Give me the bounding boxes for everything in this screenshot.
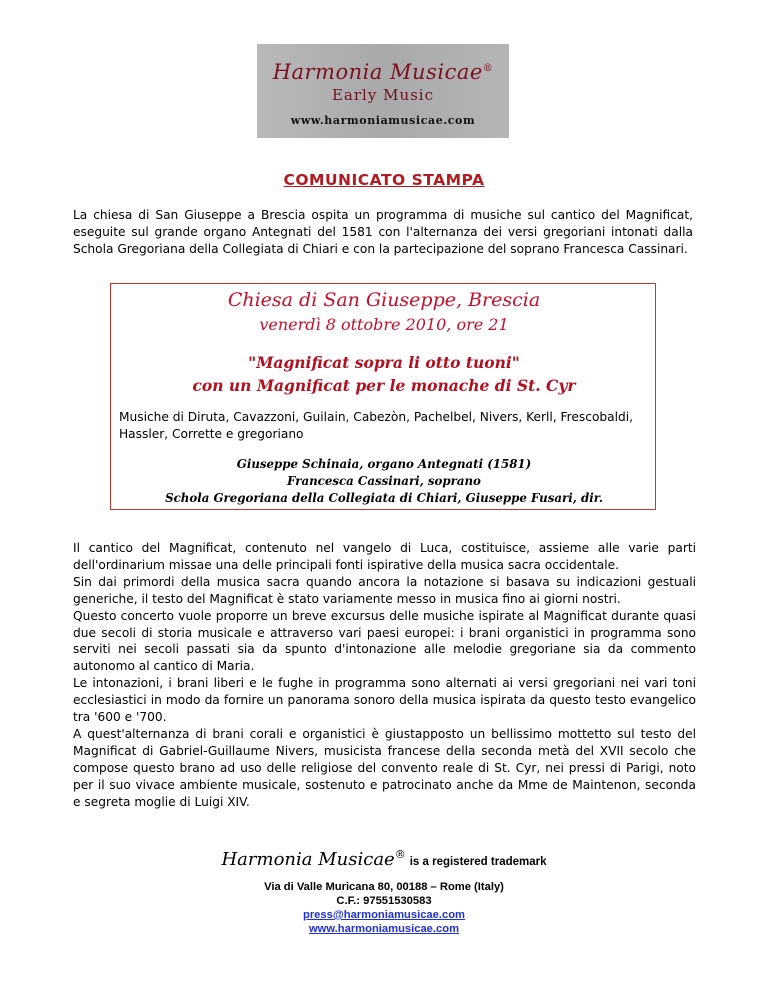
body-paragraph: Le intonazioni, i brani liberi e le fughe in programma sono alternati ai versi gregoriani nei vari toni ecclesiastici in modo da fornire un panorama sonoro della musica ispirata da questo testo evangelico tra '600 e '700. — [73, 676, 696, 725]
performer-choir: Schola Gregoriana della Collegiata di Chiari, Giuseppe Fusari, dir. — [165, 491, 603, 505]
logo-registered-mark: ® — [482, 63, 494, 74]
logo-subtitle: Early Music — [331, 86, 435, 104]
event-date: venerdì 8 ottobre 2010, ore 21 — [259, 315, 509, 334]
footer-registered-mark: ® — [394, 848, 406, 861]
logo-url: www.harmoniamusicae.com — [290, 114, 476, 127]
body-paragraph: Questo concerto vuole proporre un breve excursus delle musiche ispirate al Magnificat durante quasi due secoli di storia musicale e attraverso vari paesi europei: i brani organistici in programma sono serviti nei secoli passati sia da spunto d'intonazione alle melodie gregoriane sia da commento autonomo al cantico di Maria. — [73, 608, 696, 674]
concert-title-line-1: "Magnificat sopra li otto tuoni" — [248, 353, 520, 372]
footer-brand — [0, 848, 768, 870]
footer-contact — [0, 880, 768, 936]
header-logo — [257, 44, 509, 138]
email-link[interactable]: press@harmoniamusicae.com — [302, 909, 465, 921]
body-paragraph: Sin dai primordi della musica sacra quando ancora la notazione si basava su indicazioni gestuali generiche, il testo del Magnificat è stato variamente messo in musica fino ai giorni nostri. — [73, 574, 696, 606]
body-paragraph: Il cantico del Magnificat, contenuto nel vangelo di Luca, costituisce, assieme alle varie parti dell'ordinarium missae una delle principali fonti ispirative della musica sacra occidentale. — [73, 541, 696, 572]
concert-title-line-2: con un Magnificat per le monache di St. Cyr — [192, 376, 576, 395]
performer-soprano: Francesca Cassinari, soprano — [287, 474, 481, 488]
body-text — [73, 540, 696, 811]
logo-title: Harmonia Musicae® — [272, 60, 494, 84]
event-box — [110, 283, 656, 510]
page-title: COMUNICATO STAMPA — [283, 171, 485, 189]
performers-list — [111, 456, 657, 507]
concert-title — [111, 351, 657, 397]
intro-paragraph: La chiesa di San Giuseppe a Brescia ospita un programma di musiche sul cantico del Magnificat, eseguite sul grande organo Antegnati del 1581 con l'alternanza dei versi gregoriani intonati dalla Schola Gregoriana della Collegiata di Chiari e con la partecipazione del soprano Francesca Cassinari. — [73, 208, 693, 256]
footer-brand-name: Harmonia Musicae® — [221, 848, 406, 870]
performer-organist: Giuseppe Schinaia, organo Antegnati (1581) — [236, 457, 532, 471]
trademark-note: is a registered trademark — [409, 856, 547, 868]
footer-address: Via di Valle Muricana 80, 00188 – Rome (Italy) — [264, 881, 504, 893]
footer-tax-code: C.F.: 97551530583 — [336, 895, 432, 907]
composers-list: Musiche di Diruta, Cavazzoni, Guilain, Cabezòn, Pachelbel, Nivers, Kerll, Frescobaldi, Hassler, Corrette e gregoriano — [119, 410, 633, 441]
body-paragraph: A quest'alternanza di brani corali e organistici è giustapposto un bellissimo mottetto sul testo del Magnificat di Gabriel-Guillaume Nivers, musicista francese della seconda metà del XVII secolo che compose questo brano ad uso delle religiose del convento reale di St. Cyr, nei pressi di Parigi, noto per il suo vivace ambiente musicale, sostenuto e patrocinato anche da Mme de Maintenon, seconda e segreta moglie di Luigi XIV. — [73, 726, 696, 809]
event-venue: Chiesa di San Giuseppe, Brescia — [227, 289, 541, 311]
website-link[interactable]: www.harmoniamusicae.com — [308, 923, 460, 935]
